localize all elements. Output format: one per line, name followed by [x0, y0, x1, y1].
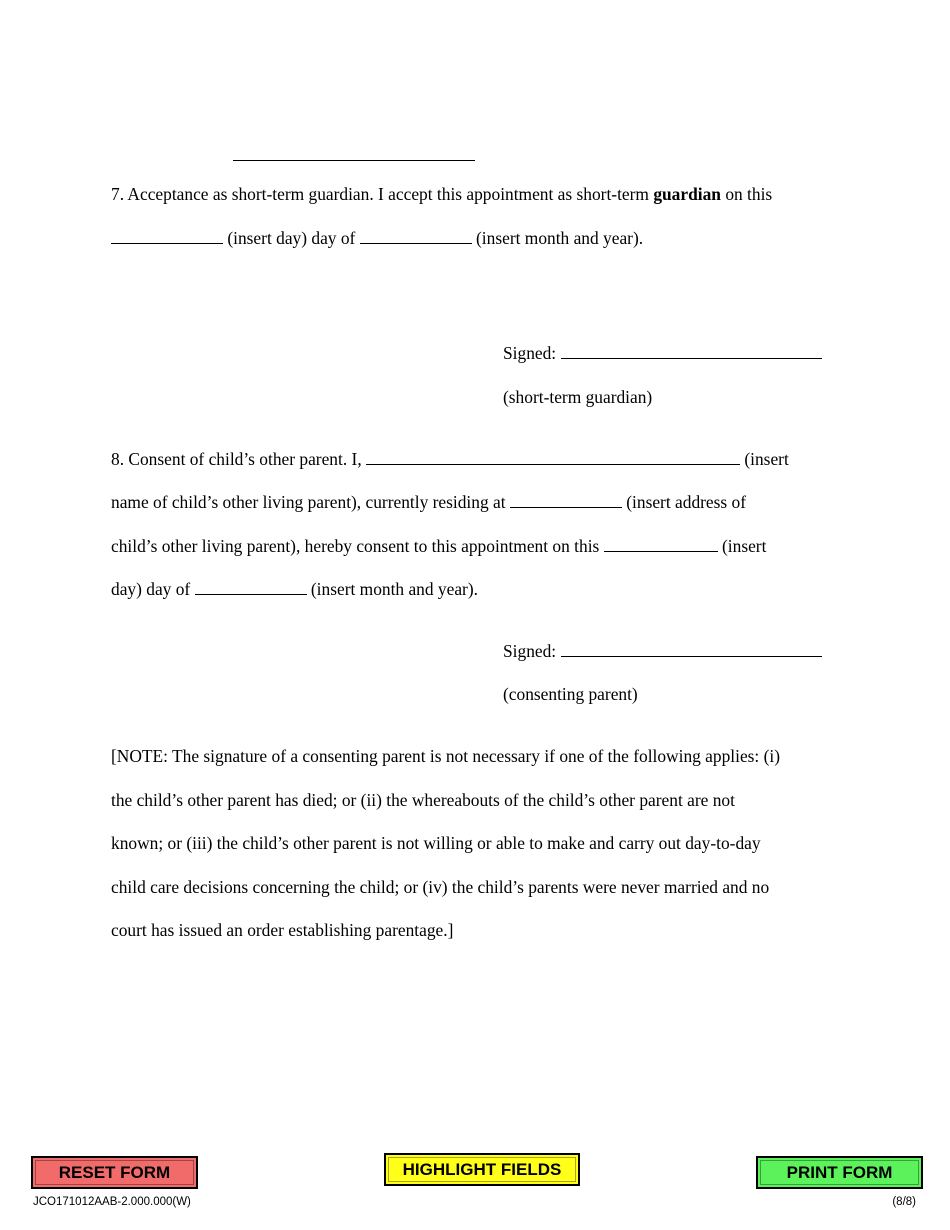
section8-signature-field[interactable]	[561, 641, 822, 657]
section7-text-pre: 7. Acceptance as short-term guardian. I accept this appointment as short-term	[111, 184, 654, 204]
note-line-5: court has issued an order establishing parentage.]	[111, 920, 454, 940]
print-form-button[interactable]	[756, 1156, 923, 1189]
reset-form-label: RESET FORM	[35, 1160, 194, 1185]
note-line-1: [NOTE: The signature of a consenting parent is not necessary if one of the following applies: (i)	[111, 746, 781, 766]
section8-line3-text-pre: child’s other living parent), hereby consent to this appointment on this	[111, 536, 604, 556]
form-id: JCO171012AAB-2.000.000(W)	[33, 1196, 191, 1208]
section7-role-label: (short-term guardian)	[503, 387, 653, 407]
section8-role-label: (consenting parent)	[503, 684, 638, 704]
section8-line3-text-post: (insert	[717, 536, 767, 556]
section8-line1-text-post: (insert	[740, 449, 789, 469]
section7-signed-label: Signed:	[503, 343, 561, 363]
highlight-fields-label: HIGHLIGHT FIELDS	[388, 1157, 576, 1182]
print-form-label: PRINT FORM	[760, 1160, 919, 1185]
section8-line2	[111, 491, 746, 513]
section7-signature-field[interactable]	[561, 343, 822, 359]
section8-signed-line	[503, 640, 822, 662]
section7-line1	[111, 183, 772, 205]
section8-day-field[interactable]	[604, 536, 718, 552]
section8-parent-name-field[interactable]	[366, 449, 740, 465]
page-number: (8/8)	[892, 1196, 916, 1208]
section8-line2-text-pre: name of child’s other living parent), currently residing at	[111, 492, 510, 512]
note-line-2: the child’s other parent has died; or (ii) the whereabouts of the child’s other parent are not	[111, 790, 735, 810]
section8-line4-text-pre: day) day of	[111, 579, 195, 599]
section7-line2-text-a: (insert day) day of	[223, 228, 360, 248]
section7-line2-text-b: (insert month and year).	[471, 228, 644, 248]
section8-address-field[interactable]	[510, 492, 622, 508]
section7-signed-line	[503, 342, 822, 364]
section7-month-year-field[interactable]	[360, 228, 472, 244]
section7-text-post: on this	[720, 184, 773, 204]
section8-line1	[111, 448, 789, 470]
section7-day-field[interactable]	[111, 228, 223, 244]
note-line-4: child care decisions concerning the child; or (iv) the child’s parents were never married and no	[111, 877, 770, 897]
note-line-3: known; or (iii) the child’s other parent is not willing or able to make and carry out day-to-day	[111, 833, 761, 853]
reset-form-button[interactable]	[31, 1156, 198, 1189]
section8-line1-text-pre: 8. Consent of child’s other parent. I,	[111, 449, 367, 469]
top-signature-blank[interactable]	[224, 122, 475, 166]
section8-signed-label: Signed:	[503, 641, 561, 661]
section8-month-year-field[interactable]	[195, 579, 307, 595]
section8-line2-text-post: (insert address of	[621, 492, 747, 512]
section8-line3	[111, 535, 766, 557]
section8-line4	[111, 578, 478, 600]
section8-line4-text-post: (insert month and year).	[306, 579, 478, 599]
section7-text-bold: guardian	[653, 184, 721, 204]
section7-line2	[111, 227, 643, 249]
highlight-fields-button[interactable]	[384, 1153, 580, 1186]
